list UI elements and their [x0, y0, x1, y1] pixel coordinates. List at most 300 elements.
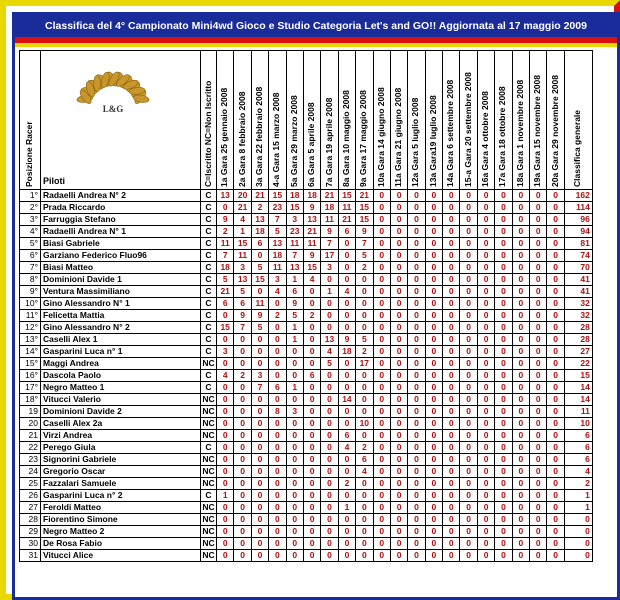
race-score-cell: 0: [217, 526, 234, 538]
race-score-cell: 8: [269, 406, 286, 418]
status-cell: NC: [202, 514, 215, 524]
race-score-cell: 0: [408, 442, 425, 454]
total-cell: 6: [564, 430, 592, 442]
position-cell: 4°: [20, 226, 41, 238]
race-score-cell: 0: [303, 490, 320, 502]
race-score-cell: 0: [408, 394, 425, 406]
race-score-cell: 0: [390, 394, 407, 406]
total-cell: 0: [564, 550, 592, 562]
race-score-cell: 0: [495, 190, 512, 202]
race-score-cell: 0: [286, 550, 303, 562]
race-score-cell: 0: [234, 454, 251, 466]
header-status: [201, 51, 217, 190]
table-row: [20, 394, 593, 406]
race-score-cell: 0: [390, 478, 407, 490]
race-score-cell: 0: [234, 514, 251, 526]
race-score-cell: 0: [286, 346, 303, 358]
race-score-cell: 0: [321, 310, 338, 322]
race-score-cell: 0: [443, 526, 460, 538]
race-score-cell: 6: [303, 370, 320, 382]
race-score-cell: 0: [460, 430, 477, 442]
race-score-cell: 0: [338, 370, 355, 382]
race-score-cell: 0: [495, 478, 512, 490]
race-score-cell: 0: [477, 238, 494, 250]
race-score-cell: 23: [286, 226, 303, 238]
race-score-cell: 0: [373, 382, 390, 394]
race-score-cell: 0: [217, 406, 234, 418]
header-race-8: [338, 51, 355, 190]
header-race-6-label: 6a Gara 5 aprile 2008: [306, 102, 317, 187]
race-score-cell: 18: [217, 262, 234, 274]
position-cell: 25: [20, 478, 41, 490]
race-score-cell: 0: [269, 550, 286, 562]
race-score-cell: 0: [495, 502, 512, 514]
race-score-cell: 0: [512, 226, 529, 238]
pilot-name-cell: Feroldi Matteo: [41, 502, 201, 514]
status-cell: NC: [202, 526, 215, 536]
race-score-cell: 5: [321, 358, 338, 370]
race-score-cell: 17: [356, 358, 373, 370]
table-row: [20, 334, 593, 346]
table-row: [20, 190, 593, 202]
race-score-cell: 0: [373, 214, 390, 226]
race-score-cell: 0: [443, 442, 460, 454]
race-score-cell: 0: [321, 502, 338, 514]
pilot-name-cell: Radaelli Andrea N° 2: [41, 190, 201, 202]
position-cell: 1°: [20, 190, 41, 202]
pilot-name-cell: Caselli Alex 2a: [41, 418, 201, 430]
race-score-cell: 0: [321, 406, 338, 418]
race-score-cell: 0: [530, 442, 547, 454]
race-score-cell: 0: [460, 466, 477, 478]
total-cell: 10: [564, 418, 592, 430]
race-score-cell: 0: [390, 238, 407, 250]
race-score-cell: 0: [443, 382, 460, 394]
race-score-cell: 0: [495, 490, 512, 502]
race-score-cell: 0: [373, 334, 390, 346]
race-score-cell: 11: [338, 202, 355, 214]
race-score-cell: 0: [443, 538, 460, 550]
race-score-cell: 0: [495, 454, 512, 466]
status-cell: C: [201, 202, 217, 214]
race-score-cell: 0: [338, 490, 355, 502]
race-score-cell: 0: [530, 250, 547, 262]
race-score-cell: 0: [373, 262, 390, 274]
race-score-cell: 0: [530, 466, 547, 478]
race-score-cell: 0: [425, 262, 442, 274]
race-score-cell: 0: [408, 334, 425, 346]
race-score-cell: 0: [425, 250, 442, 262]
race-score-cell: 1: [286, 322, 303, 334]
pilot-name-cell: Felicetta Mattia: [41, 310, 201, 322]
race-score-cell: 0: [373, 298, 390, 310]
race-score-cell: 7: [251, 382, 268, 394]
race-score-cell: 4: [269, 286, 286, 298]
race-score-cell: 0: [303, 550, 320, 562]
race-score-cell: 0: [495, 322, 512, 334]
race-score-cell: 2: [338, 478, 355, 490]
race-score-cell: 0: [303, 358, 320, 370]
race-score-cell: 0: [408, 262, 425, 274]
race-score-cell: 0: [338, 418, 355, 430]
race-score-cell: 0: [477, 394, 494, 406]
position-cell: 26: [20, 490, 41, 502]
race-score-cell: 0: [286, 538, 303, 550]
race-score-cell: 7: [234, 322, 251, 334]
race-score-cell: 0: [477, 478, 494, 490]
race-score-cell: 0: [269, 370, 286, 382]
race-score-cell: 0: [477, 490, 494, 502]
race-score-cell: 0: [303, 346, 320, 358]
race-score-cell: 4: [303, 274, 320, 286]
standings-table: [19, 50, 593, 562]
race-score-cell: 11: [303, 238, 320, 250]
race-score-cell: 0: [408, 250, 425, 262]
table-row: [20, 262, 593, 274]
race-score-cell: 6: [269, 382, 286, 394]
race-score-cell: 0: [269, 394, 286, 406]
race-score-cell: 0: [512, 478, 529, 490]
race-score-cell: 13: [286, 262, 303, 274]
race-score-cell: 0: [512, 454, 529, 466]
race-score-cell: 0: [356, 274, 373, 286]
position-cell: 22: [20, 442, 41, 454]
race-score-cell: 0: [286, 502, 303, 514]
position-cell: 8°: [20, 274, 41, 286]
pilot-name-cell: Gregorio Oscar: [41, 466, 201, 478]
race-score-cell: 0: [390, 250, 407, 262]
race-score-cell: 0: [373, 238, 390, 250]
race-score-cell: 0: [443, 310, 460, 322]
race-score-cell: 0: [460, 550, 477, 562]
race-score-cell: 0: [408, 202, 425, 214]
race-score-cell: 0: [495, 526, 512, 538]
race-score-cell: 0: [512, 394, 529, 406]
race-score-cell: 0: [477, 214, 494, 226]
race-score-cell: 0: [512, 430, 529, 442]
race-score-cell: 0: [547, 370, 564, 382]
header-race-14: [443, 51, 460, 190]
page-title: Classifica del 4° Campionato Mini4wd Gioco e Studio Categoria Let's and GO!! Aggiornata al 17 maggio 2009: [15, 15, 617, 37]
race-score-cell: 0: [495, 202, 512, 214]
race-score-cell: 0: [408, 514, 425, 526]
race-score-cell: 0: [251, 502, 268, 514]
race-score-cell: 21: [251, 190, 268, 202]
table-row: [20, 250, 593, 262]
race-score-cell: 0: [321, 394, 338, 406]
race-score-cell: 0: [460, 382, 477, 394]
table-row: [20, 202, 593, 214]
position-cell: 14°: [20, 346, 41, 358]
race-score-cell: 0: [303, 430, 320, 442]
race-score-cell: 0: [547, 538, 564, 550]
race-score-cell: 0: [303, 466, 320, 478]
race-score-cell: 0: [495, 226, 512, 238]
race-score-cell: 0: [547, 190, 564, 202]
total-cell: 74: [564, 250, 592, 262]
race-score-cell: 0: [443, 346, 460, 358]
race-score-cell: 0: [477, 370, 494, 382]
race-score-cell: 0: [477, 514, 494, 526]
race-score-cell: 0: [303, 394, 320, 406]
race-score-cell: 15: [356, 214, 373, 226]
race-score-cell: 0: [217, 382, 234, 394]
race-score-cell: 0: [460, 190, 477, 202]
race-score-cell: 0: [356, 394, 373, 406]
race-score-cell: 9: [303, 250, 320, 262]
race-score-cell: 5: [217, 274, 234, 286]
race-score-cell: 0: [217, 442, 234, 454]
race-score-cell: 5: [251, 262, 268, 274]
race-score-cell: 0: [408, 478, 425, 490]
race-score-cell: 0: [356, 406, 373, 418]
pilot-name-cell: Dominioni Davide 2: [41, 406, 201, 418]
total-cell: 70: [564, 262, 592, 274]
race-score-cell: 15: [217, 322, 234, 334]
total-cell: 1: [564, 502, 592, 514]
header-position: [20, 51, 41, 190]
race-score-cell: 0: [373, 286, 390, 298]
race-score-cell: 0: [547, 274, 564, 286]
race-score-cell: 0: [495, 406, 512, 418]
race-score-cell: 0: [373, 466, 390, 478]
race-score-cell: 0: [547, 214, 564, 226]
race-score-cell: 3: [234, 262, 251, 274]
status-cell: C: [201, 310, 217, 322]
header-race-16: [477, 51, 494, 190]
race-score-cell: 0: [251, 526, 268, 538]
pilot-name-cell: Ventura Massimiliano: [41, 286, 201, 298]
status-cell: C: [201, 298, 217, 310]
race-score-cell: 0: [443, 430, 460, 442]
race-score-cell: 0: [303, 334, 320, 346]
race-score-cell: 0: [303, 514, 320, 526]
race-score-cell: 0: [408, 286, 425, 298]
race-score-cell: 0: [530, 346, 547, 358]
total-cell: 32: [564, 310, 592, 322]
race-score-cell: 0: [338, 514, 355, 526]
race-score-cell: 0: [373, 514, 390, 526]
race-score-cell: 0: [408, 370, 425, 382]
total-cell: 41: [564, 286, 592, 298]
race-score-cell: 0: [477, 202, 494, 214]
race-score-cell: 0: [425, 334, 442, 346]
race-score-cell: 0: [425, 514, 442, 526]
header-race-1: [217, 51, 234, 190]
race-score-cell: 0: [373, 394, 390, 406]
race-score-cell: 0: [390, 214, 407, 226]
race-score-cell: 0: [460, 286, 477, 298]
position-cell: 2°: [20, 202, 41, 214]
race-score-cell: 0: [425, 466, 442, 478]
race-score-cell: 0: [512, 370, 529, 382]
race-score-cell: 0: [356, 430, 373, 442]
race-score-cell: 0: [338, 274, 355, 286]
header-pilots: [41, 51, 201, 190]
race-score-cell: 0: [477, 526, 494, 538]
race-score-cell: 0: [234, 418, 251, 430]
race-score-cell: 0: [356, 322, 373, 334]
race-score-cell: 0: [321, 370, 338, 382]
race-score-cell: 0: [390, 370, 407, 382]
header-race-2: [234, 51, 251, 190]
race-score-cell: 0: [356, 370, 373, 382]
race-score-cell: 0: [443, 286, 460, 298]
race-score-cell: 0: [338, 454, 355, 466]
table-row: [20, 454, 593, 466]
race-score-cell: 0: [356, 382, 373, 394]
race-score-cell: 0: [443, 514, 460, 526]
race-score-cell: 2: [356, 262, 373, 274]
race-score-cell: 1: [286, 382, 303, 394]
race-score-cell: 0: [303, 406, 320, 418]
race-score-cell: 2: [356, 442, 373, 454]
race-score-cell: 0: [425, 526, 442, 538]
race-score-cell: 0: [477, 274, 494, 286]
race-score-cell: 0: [234, 394, 251, 406]
race-score-cell: 0: [408, 238, 425, 250]
header-race-12-label: 12a Gara 5 luglio 2008: [410, 97, 421, 187]
total-cell: 4: [564, 466, 592, 478]
race-score-cell: 0: [251, 394, 268, 406]
race-score-cell: 0: [443, 478, 460, 490]
race-score-cell: 15: [303, 262, 320, 274]
race-score-cell: 0: [269, 514, 286, 526]
race-score-cell: 0: [269, 466, 286, 478]
race-score-cell: 0: [495, 310, 512, 322]
race-score-cell: 0: [495, 346, 512, 358]
race-score-cell: 0: [477, 310, 494, 322]
race-score-cell: 0: [390, 442, 407, 454]
race-score-cell: 0: [547, 202, 564, 214]
pilot-name-cell: Garziano Federico Fluo96: [41, 250, 201, 262]
race-score-cell: 0: [303, 322, 320, 334]
race-score-cell: 0: [251, 454, 268, 466]
race-score-cell: 11: [321, 214, 338, 226]
race-score-cell: 0: [477, 358, 494, 370]
pilot-name-cell: Gino Alessandro N° 2: [41, 322, 201, 334]
race-score-cell: 9: [321, 226, 338, 238]
race-score-cell: 0: [390, 358, 407, 370]
race-score-cell: 0: [460, 346, 477, 358]
header-race-7: [321, 51, 338, 190]
race-score-cell: 0: [373, 358, 390, 370]
race-score-cell: 9: [234, 310, 251, 322]
race-score-cell: 0: [390, 514, 407, 526]
table-row: [20, 418, 593, 430]
race-score-cell: 0: [512, 442, 529, 454]
race-score-cell: 0: [373, 502, 390, 514]
header-race-5-label: 5a Gara 29 marzo 2008: [288, 95, 299, 187]
race-score-cell: 0: [373, 406, 390, 418]
race-score-cell: 0: [443, 490, 460, 502]
race-score-cell: 0: [512, 418, 529, 430]
race-score-cell: 0: [373, 442, 390, 454]
race-score-cell: 0: [408, 190, 425, 202]
race-score-cell: 0: [460, 370, 477, 382]
race-score-cell: 21: [356, 190, 373, 202]
status-cell: NC: [202, 502, 215, 512]
race-score-cell: 0: [530, 214, 547, 226]
race-score-cell: 0: [269, 478, 286, 490]
race-score-cell: 23: [269, 202, 286, 214]
race-score-cell: 0: [408, 550, 425, 562]
pilot-name-cell: Prada Riccardo: [41, 202, 201, 214]
race-score-cell: 13: [234, 274, 251, 286]
race-score-cell: 1: [234, 226, 251, 238]
header-race-15: [460, 51, 477, 190]
total-cell: 27: [564, 346, 592, 358]
race-score-cell: 0: [408, 418, 425, 430]
pilot-name-cell: Virzi Andrea: [41, 430, 201, 442]
header-race-14-label: 14a Gara 6 settembre 2008: [445, 79, 456, 187]
race-score-cell: 0: [390, 274, 407, 286]
race-score-cell: 0: [512, 346, 529, 358]
header-race-18: [512, 51, 529, 190]
race-score-cell: 0: [460, 478, 477, 490]
race-score-cell: 0: [234, 430, 251, 442]
race-score-cell: 0: [477, 382, 494, 394]
race-score-cell: 0: [547, 298, 564, 310]
race-score-cell: 0: [356, 538, 373, 550]
race-score-cell: 0: [390, 406, 407, 418]
position-cell: 9°: [20, 286, 41, 298]
race-score-cell: 4: [321, 346, 338, 358]
status-cell: NC: [202, 358, 215, 368]
race-score-cell: 0: [321, 514, 338, 526]
race-score-cell: 0: [373, 490, 390, 502]
race-score-cell: 0: [217, 478, 234, 490]
race-score-cell: 0: [390, 226, 407, 238]
race-score-cell: 0: [425, 226, 442, 238]
race-score-cell: 0: [547, 514, 564, 526]
race-score-cell: 0: [547, 418, 564, 430]
status-cell: C: [201, 262, 217, 274]
race-score-cell: 4: [217, 370, 234, 382]
header-total: [564, 51, 592, 190]
race-score-cell: 0: [530, 430, 547, 442]
race-score-cell: 0: [373, 430, 390, 442]
total-cell: 6: [564, 442, 592, 454]
header-race-10-label: 10a Gara 14 giugno 2008: [375, 87, 386, 187]
race-score-cell: 0: [460, 526, 477, 538]
table-row: [20, 514, 593, 526]
race-score-cell: 0: [512, 250, 529, 262]
race-score-cell: 0: [356, 298, 373, 310]
race-score-cell: 0: [530, 490, 547, 502]
race-score-cell: 0: [373, 550, 390, 562]
race-score-cell: 0: [495, 418, 512, 430]
race-score-cell: 0: [251, 346, 268, 358]
race-score-cell: 0: [530, 370, 547, 382]
pilot-name-cell: Signorini Gabriele: [41, 454, 201, 466]
race-score-cell: 11: [234, 250, 251, 262]
race-score-cell: 0: [303, 418, 320, 430]
table-row: [20, 538, 593, 550]
status-cell: C: [201, 226, 217, 238]
race-score-cell: 1: [286, 334, 303, 346]
race-score-cell: 0: [390, 310, 407, 322]
race-score-cell: 0: [425, 202, 442, 214]
race-score-cell: 0: [321, 454, 338, 466]
race-score-cell: 0: [356, 526, 373, 538]
header-race-6: [303, 51, 320, 190]
race-score-cell: 0: [425, 274, 442, 286]
race-score-cell: 0: [286, 526, 303, 538]
race-score-cell: 0: [321, 466, 338, 478]
race-score-cell: 0: [477, 334, 494, 346]
race-score-cell: 0: [356, 514, 373, 526]
